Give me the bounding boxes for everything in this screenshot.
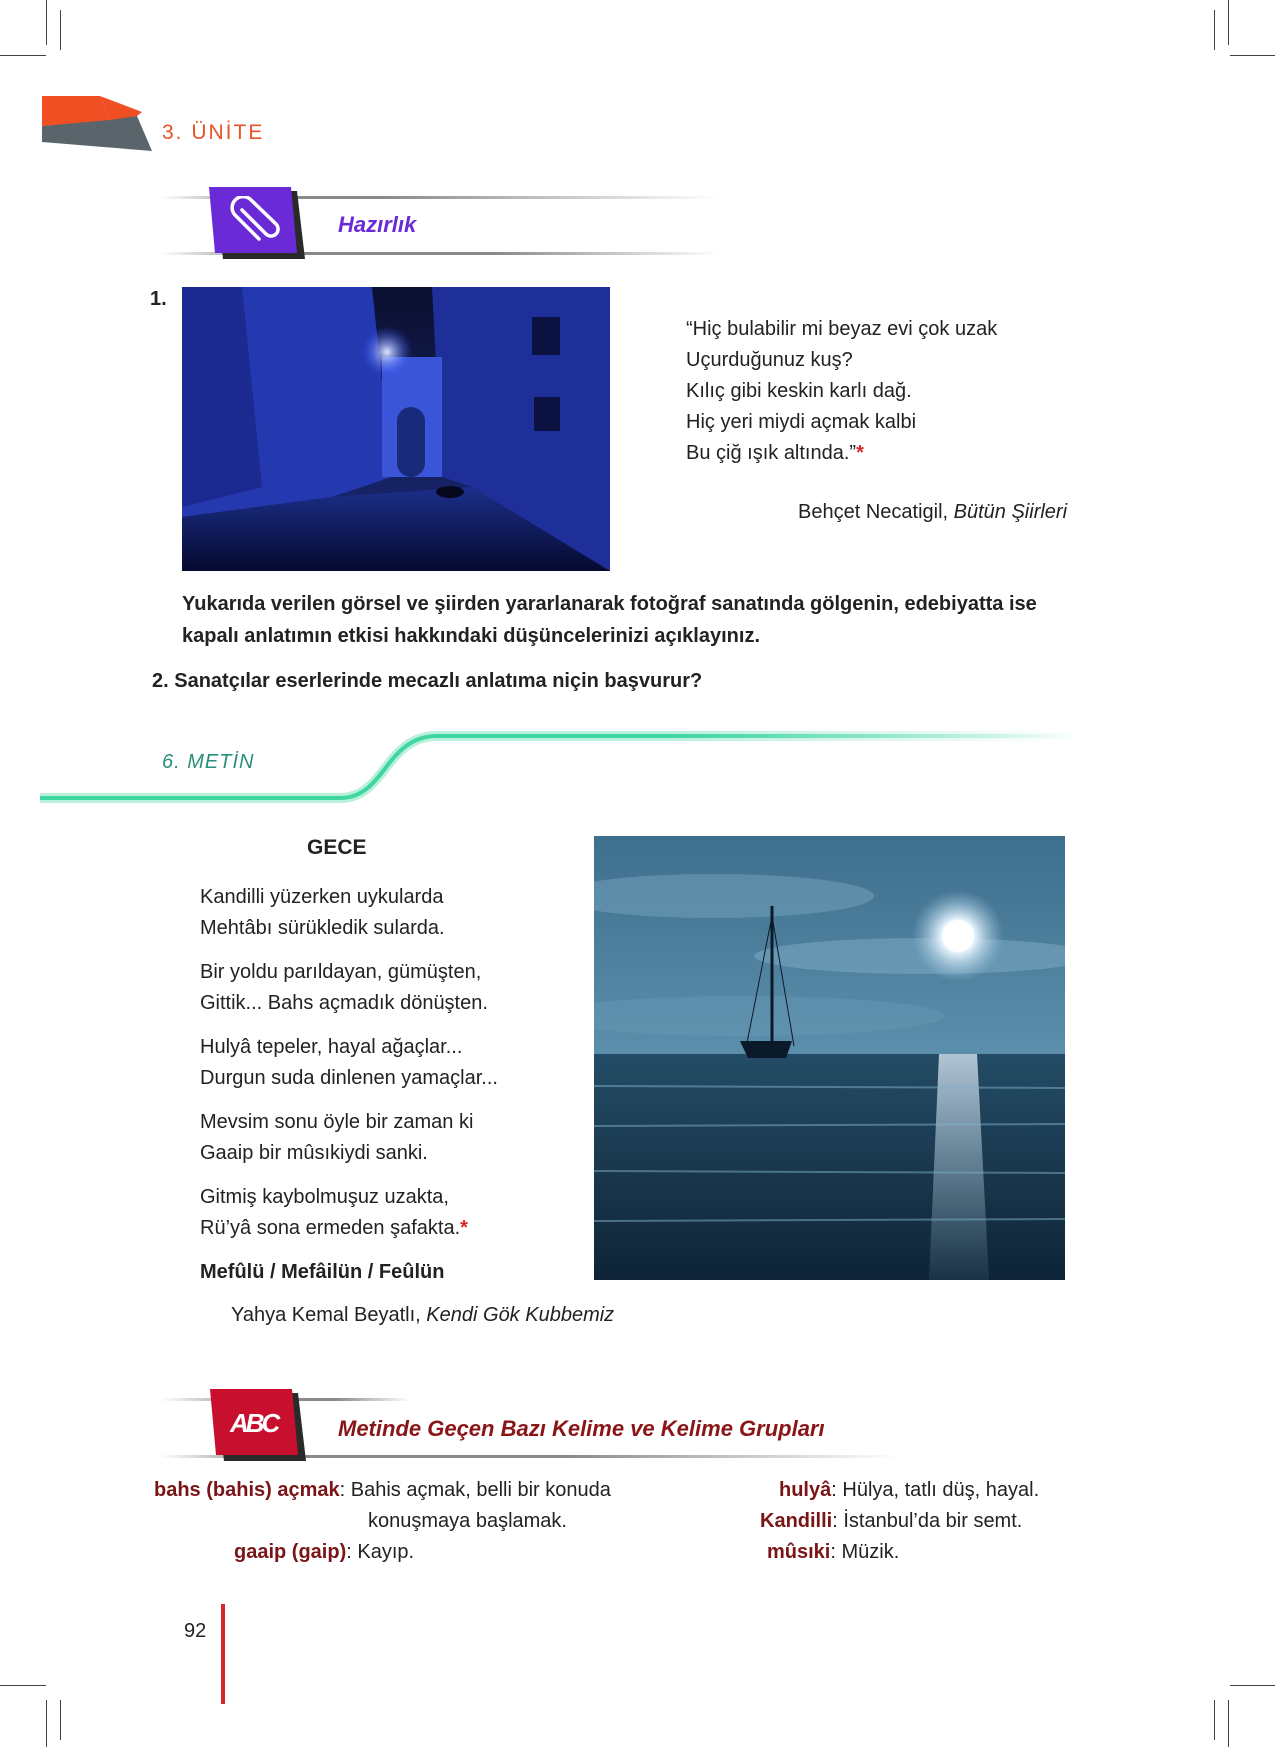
- crop-mark: [1214, 10, 1215, 50]
- crop-mark: [1230, 1685, 1275, 1686]
- poem-line: Hulyâ tepeler, hayal ağaçlar...: [200, 1036, 463, 1058]
- paperclip-icon: [228, 196, 280, 244]
- glossary-definition: Kayıp.: [357, 1541, 415, 1563]
- glossary-entry: Kandilli: İstanbul’da bir semt.: [760, 1510, 1023, 1532]
- crop-mark: [0, 55, 46, 56]
- glossary-term: hulyâ: [779, 1479, 832, 1501]
- poem-line: Uçurduğunuz kuş?: [686, 349, 853, 371]
- glossary-title: Metinde Geçen Bazı Kelime ve Kelime Grupları: [338, 1416, 825, 1441]
- gece-poem: [200, 882, 498, 1257]
- stanza: [200, 957, 498, 1019]
- poem-attribution: [231, 1304, 614, 1327]
- poem-line: Gittik... Bahs açmadık dönüşten.: [200, 992, 488, 1014]
- glossary-entry: bahs (bahis) açmak: Bahis açmak, belli bir konuda: [154, 1479, 611, 1501]
- abc-icon: ABC: [230, 1408, 278, 1438]
- glossary-term: bahs (bahis) açmak: [154, 1479, 340, 1501]
- question-1-line: Yukarıda verilen görsel ve şiirden yararlanarak fotoğraf sanatında gölgenin, edebiyatta ise: [182, 593, 1037, 615]
- glossary-entry: hulyâ: Hülya, tatlı düş, hayal.: [779, 1479, 1040, 1501]
- crop-mark: [46, 0, 47, 45]
- metin-label: 6. METİN: [162, 751, 255, 773]
- glossary-term: gaaip (gaip): [234, 1541, 347, 1563]
- crop-mark: [60, 1700, 61, 1740]
- question-1-text: [182, 588, 1037, 652]
- stanza: [200, 882, 498, 944]
- crop-mark: [0, 1685, 46, 1686]
- poem-author: Yahya Kemal Beyatlı,: [231, 1304, 421, 1326]
- poem-line: “Hiç bulabilir mi beyaz evi çok uzak: [686, 318, 998, 340]
- poem-attribution: [798, 501, 1067, 524]
- crop-mark: [60, 10, 61, 50]
- stanza: [200, 1182, 498, 1244]
- question-1-line: kapalı anlatımın etkisi hakkındaki düşüncelerinizi açıklayınız.: [182, 625, 760, 647]
- unit-label: 3. ÜNİTE: [162, 121, 265, 144]
- question-1-number: 1.: [150, 288, 167, 310]
- page-number: 92: [184, 1620, 207, 1642]
- poem-line: Gitmiş kaybolmuşuz uzakta,: [200, 1186, 449, 1208]
- crop-mark: [1230, 55, 1275, 56]
- glossary-entry: gaaip (gaip): Kayıp.: [234, 1541, 415, 1563]
- poem-line: Hiç yeri miydi açmak kalbi: [686, 411, 917, 433]
- night-street-photo: [182, 287, 610, 571]
- crop-mark: [1228, 0, 1229, 45]
- hazirlik-title: Hazırlık: [338, 212, 417, 237]
- poem-line: Mevsim sonu öyle bir zaman ki: [200, 1111, 474, 1133]
- poem-line-text: Rü’yâ sona ermeden şafakta.: [200, 1217, 461, 1239]
- poem-work: Bütün Şiirleri: [953, 501, 1068, 523]
- poem-title: GECE: [307, 836, 367, 859]
- glossary-definition: Hülya, tatlı düş, hayal.: [842, 1479, 1040, 1501]
- glossary-definition: Bahis açmak, belli bir konuda: [350, 1479, 611, 1501]
- glossary-definition: Müzik.: [841, 1541, 900, 1563]
- glossary-term: Kandilli: [760, 1510, 833, 1532]
- glossary-entry: mûsıki: Müzik.: [767, 1541, 900, 1563]
- poem-meter: Mefûlü / Mefâilün / Feûlün: [200, 1261, 445, 1283]
- poem-line: [200, 1213, 498, 1244]
- glossary-definition: İstanbul’da bir semt.: [843, 1510, 1023, 1532]
- poem-line: Bir yoldu parıldayan, gümüşten,: [200, 961, 482, 983]
- unit-tab-shape: [42, 96, 152, 151]
- footnote-mark: *: [856, 442, 864, 464]
- poem-author: Behçet Necatigil,: [798, 501, 949, 523]
- crop-mark: [46, 1700, 47, 1747]
- poem-line: Kandilli yüzerken uykularda: [200, 886, 444, 908]
- hazirlik-poem: [686, 314, 997, 469]
- poem-work: Kendi Gök Kubbemiz: [426, 1304, 615, 1326]
- stanza: [200, 1032, 498, 1094]
- poem-line-text: Bu çiğ ışık altında.”: [686, 442, 857, 464]
- poem-line: Gaaip bir mûsıkiydi sanki.: [200, 1142, 428, 1164]
- poem-line: Durgun suda dinlenen yamaçlar...: [200, 1067, 498, 1089]
- stanza: [200, 1107, 498, 1169]
- crop-mark: [1228, 1700, 1229, 1747]
- poem-line: Mehtâbı sürükledik sularda.: [200, 917, 445, 939]
- poem-line: Kılıç gibi keskin karlı dağ.: [686, 380, 912, 402]
- crop-mark: [1214, 1700, 1215, 1740]
- poem-line: [686, 438, 997, 469]
- glossary-term: mûsıki: [767, 1541, 831, 1563]
- question-2-text: 2. Sanatçılar eserlerinde mecazlı anlatıma niçin başvurur?: [152, 670, 703, 692]
- page-number-rule: [221, 1604, 225, 1704]
- footnote-mark: *: [460, 1217, 468, 1239]
- glossary-definition-cont: konuşmaya başlamak.: [368, 1510, 567, 1532]
- moonlit-sea-photo: [594, 836, 1065, 1280]
